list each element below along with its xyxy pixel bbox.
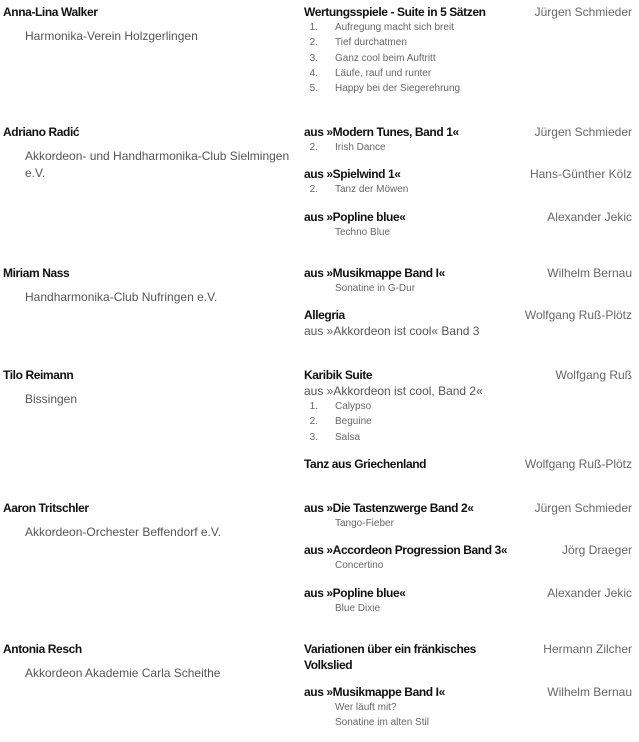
piece bbox=[304, 684, 634, 731]
piece-list bbox=[304, 367, 634, 483]
movement-title: Happy bei der Siegerehrung bbox=[335, 83, 461, 95]
performer-name: Adriano Radić bbox=[3, 125, 80, 139]
piece-title: Allegria bbox=[304, 308, 345, 323]
movement-number: 3. bbox=[309, 431, 318, 443]
movement-number: 2. bbox=[309, 142, 318, 153]
movement-number: 1. bbox=[309, 22, 318, 33]
movement-title: Tief durchatmen bbox=[335, 37, 407, 49]
composer-name: Jürgen Schmieder bbox=[534, 501, 632, 515]
club-name: Akkordeon-Orchester Beffendorf e.V. bbox=[25, 525, 222, 539]
movement-list bbox=[304, 399, 634, 445]
movement-title: Tango-Fieber bbox=[335, 518, 394, 529]
movement-list bbox=[304, 140, 634, 155]
performer bbox=[3, 124, 293, 182]
piece-title: Wertungsspiele - Suite in 5 Sätzen bbox=[304, 5, 486, 19]
club-name: Bissingen bbox=[25, 392, 78, 406]
composer-name: Wolfgang Ruß-Plötz bbox=[524, 308, 632, 323]
movement-item bbox=[304, 20, 634, 35]
movement-title: Concertino bbox=[335, 560, 384, 572]
performer-name: Miriam Nass bbox=[3, 266, 70, 280]
movement-item bbox=[304, 51, 634, 66]
club-name: Akkordeon- und Handharmonika-Club Sielmingen e.V. bbox=[25, 149, 290, 180]
piece bbox=[304, 585, 634, 616]
piece-source: aus »Akkordeon ist cool, Band 2« bbox=[304, 384, 483, 398]
piece bbox=[304, 166, 634, 197]
movement-list bbox=[304, 20, 634, 96]
movement-title: Sonatine im alten Stil bbox=[335, 717, 429, 729]
piece-title: Variationen über ein fränkisches Volkslied bbox=[304, 642, 476, 672]
movement-title: Tanz der Möwen bbox=[335, 184, 409, 196]
piece bbox=[304, 265, 634, 296]
performer-name: Anna-Lina Walker bbox=[3, 5, 98, 19]
movement-item bbox=[304, 140, 634, 155]
piece bbox=[304, 307, 634, 339]
movement-number: 4. bbox=[309, 67, 318, 79]
piece bbox=[304, 456, 634, 472]
piece-title: aus »Popline blue« bbox=[304, 585, 406, 600]
piece bbox=[304, 209, 634, 240]
piece bbox=[304, 500, 634, 531]
performer bbox=[3, 641, 293, 682]
performer bbox=[3, 500, 293, 541]
composer-name: Alexander Jekic bbox=[547, 585, 632, 600]
movement-item bbox=[304, 81, 634, 96]
piece-title: aus »Modern Tunes, Band 1« bbox=[304, 125, 459, 139]
piece-title: aus »Die Tastenzwerge Band 2« bbox=[304, 501, 474, 515]
piece-list bbox=[304, 641, 634, 742]
performer bbox=[3, 4, 293, 45]
piece bbox=[304, 367, 634, 445]
movement-number: 2. bbox=[309, 37, 318, 49]
piece bbox=[304, 124, 634, 155]
club-name: Harmonika-Verein Holzgerlingen bbox=[25, 29, 198, 43]
piece-list bbox=[304, 265, 634, 350]
movement-title: Salsa bbox=[335, 431, 361, 443]
movement-title: Blue Dixie bbox=[335, 602, 381, 614]
composer-name: Wilhelm Bernau bbox=[547, 685, 632, 699]
movement-number: 1. bbox=[309, 401, 318, 412]
movement-item bbox=[304, 35, 634, 50]
piece bbox=[304, 641, 634, 673]
movement-title: Calypso bbox=[335, 401, 372, 412]
movement-number: 5. bbox=[309, 83, 318, 95]
club-name: Akkordeon Akademie Carla Scheithe bbox=[25, 666, 221, 680]
performer bbox=[3, 367, 293, 408]
movement-item bbox=[304, 399, 634, 414]
movement-title: Läufe, rauf und runter bbox=[335, 67, 432, 79]
composer-name: Wolfgang Ruß bbox=[555, 368, 632, 382]
piece-list bbox=[304, 4, 634, 107]
piece bbox=[304, 4, 634, 96]
movement-item bbox=[304, 182, 634, 197]
movement-list bbox=[304, 182, 634, 197]
piece-list bbox=[304, 124, 634, 251]
movement-number: 2. bbox=[309, 416, 318, 428]
piece-title: aus »Musikmappe Band I« bbox=[304, 266, 445, 280]
piece-title: aus »Musikmappe Band I« bbox=[304, 685, 445, 699]
movement-title: Aufregung macht sich breit bbox=[335, 22, 454, 33]
piece-title: Karibik Suite bbox=[304, 368, 373, 382]
movement-title: Ganz cool beim Auftritt bbox=[335, 52, 436, 64]
movement-title: Irish Dance bbox=[335, 142, 386, 153]
piece bbox=[304, 542, 634, 573]
club-name: Handharmonika-Club Nufringen e.V. bbox=[25, 290, 218, 304]
composer-name: Jürgen Schmieder bbox=[534, 125, 632, 139]
performer-name: Tilo Reimann bbox=[3, 368, 74, 382]
composer-name: Wolfgang Ruß-Plötz bbox=[524, 456, 632, 471]
movement-title: Wer läuft mit? bbox=[335, 702, 397, 713]
movement-number: 2. bbox=[309, 184, 318, 196]
performer bbox=[3, 265, 293, 306]
performer-name: Aaron Tritschler bbox=[3, 501, 89, 515]
piece-list bbox=[304, 500, 634, 627]
piece-title: Tanz aus Griechenland bbox=[304, 456, 427, 471]
composer-name: Jörg Draeger bbox=[561, 543, 632, 558]
movement-title: Techno Blue bbox=[335, 226, 391, 238]
movement-title: Beguine bbox=[335, 416, 372, 428]
composer-name: Alexander Jekic bbox=[547, 209, 632, 224]
performer-name: Antonia Resch bbox=[3, 642, 82, 656]
piece-title: aus »Spielwind 1« bbox=[304, 167, 401, 182]
movement-number: 3. bbox=[309, 52, 318, 64]
piece-source: aus »Akkordeon ist cool« Band 3 bbox=[304, 324, 480, 339]
movement-item bbox=[304, 430, 634, 445]
composer-name: Wilhelm Bernau bbox=[547, 266, 632, 280]
movement-title: Sonatine in G-Dur bbox=[335, 283, 416, 294]
composer-name: Jürgen Schmieder bbox=[534, 5, 632, 19]
movement-item bbox=[304, 414, 634, 429]
composer-name: Hermann Zilcher bbox=[543, 642, 632, 656]
piece-title: aus »Popline blue« bbox=[304, 209, 406, 224]
piece-title: aus »Accordeon Progression Band 3« bbox=[304, 543, 508, 558]
movement-item bbox=[304, 66, 634, 81]
composer-name: Hans-Günther Kölz bbox=[529, 167, 632, 182]
